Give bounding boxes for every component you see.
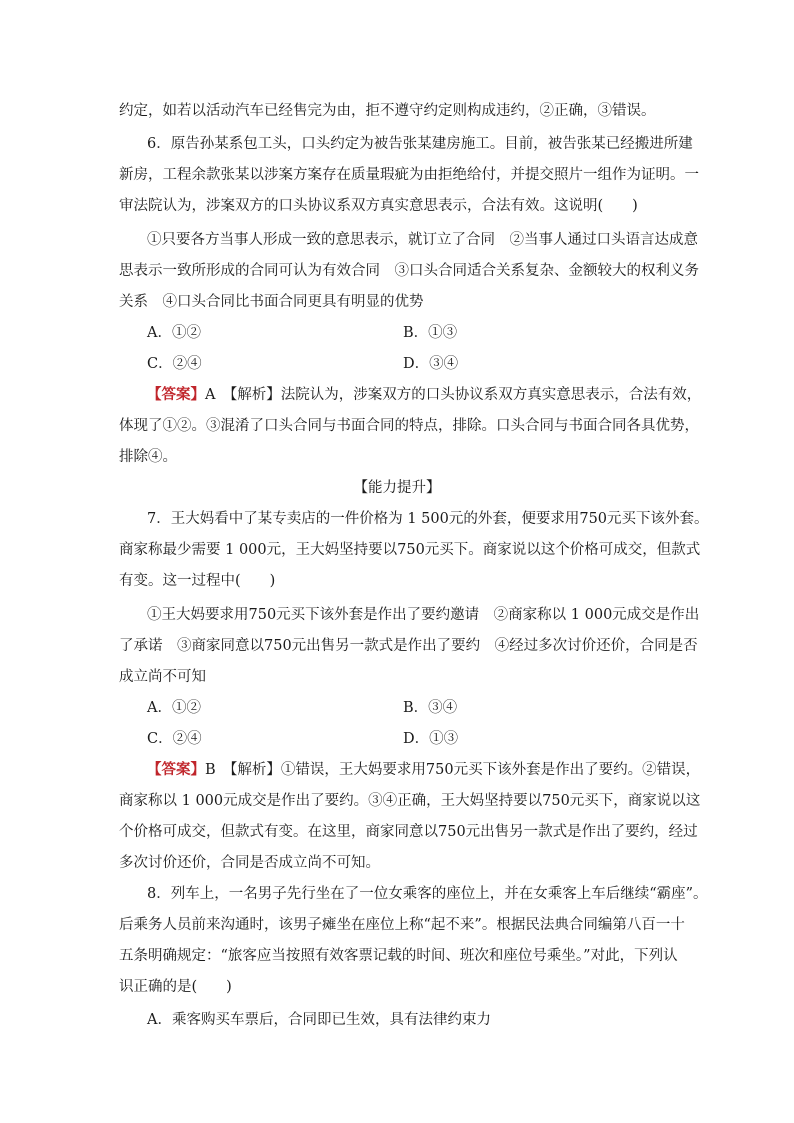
q6-answer-line xyxy=(147,385,707,405)
q7-option-b: B．③④ xyxy=(403,700,458,716)
text-line: 个价格可成交，但款式有变。在这里，商家同意以750元出售另一款式是作出了要约，经过 xyxy=(119,824,698,840)
q7-answer-line xyxy=(147,760,707,780)
text-line: 了承诺 ③商家同意以750元出售另一款式是作出了要约 ④经过多次讨价还价，合同是否 xyxy=(119,638,698,654)
text-line: 关系 ④口头合同比书面合同更具有明显的优势 xyxy=(119,294,424,310)
text-line: 新房，工程余款张某以涉案方案存在质量瑕疵为由拒绝给付，并提交照片一组作为证明。一 xyxy=(119,167,699,183)
q7-option-c: C．②④ xyxy=(147,731,202,747)
text-line: ①王大妈要求用750元买下该外套是作出了要约邀请 ②商家称以 1 000元成交是作出 xyxy=(147,607,700,623)
q7-option-d: D．①③ xyxy=(403,731,459,747)
question-6-stem: 6．原告孙某系包工头，口头约定为被告张某建房施工。目前，被告张某已经搬进所建 xyxy=(147,136,693,152)
text-line: 商家称最少需要 1 000元，王大妈坚持要以750元买下。商家说以这个价格可成交，但款式 xyxy=(119,542,701,558)
q8-option-a: A．乘客购买车票后，合同即已生效，具有法律约束力 xyxy=(147,1012,491,1028)
text-line: 后乘务人员前来沟通时，该男子瘫坐在座位上称“起不来”。根据民法典合同编第八百一十 xyxy=(119,917,685,933)
section-title: 【能力提升】 xyxy=(353,480,441,496)
q6-option-d: D．③④ xyxy=(403,356,459,372)
text-line: 多次讨价还价，合同是否成立尚不可知。 xyxy=(119,855,380,871)
answer-label: 【答案】 xyxy=(147,761,205,778)
text-line: 有变。这一过程中( ) xyxy=(119,573,276,589)
q7-option-a: A．①② xyxy=(147,700,201,716)
text-line: 排除④。 xyxy=(119,449,177,465)
q6-option-c: C．②④ xyxy=(147,356,202,372)
text-line: ①只要各方当事人形成一致的意思表示，就订立了合同 ②当事人通过口头语言达成意 xyxy=(147,232,698,248)
question-8-stem: 8．列车上，一名男子先行坐在了一位女乘客的座位上，并在女乘客上车后继续“霸座”。 xyxy=(147,886,708,902)
answer-text: A 【解析】法院认为，涉案双方的口头协议系双方真实意思表示，合法有效， xyxy=(205,387,702,403)
text-line: 成立尚不可知 xyxy=(119,669,206,685)
question-7-stem: 7．王大妈看中了某专卖店的一件价格为 1 500元的外套，便要求用750元买下该外套。 xyxy=(147,511,709,527)
text-line: 识正确的是( ) xyxy=(119,979,232,995)
text-line: 商家称以 1 000元成交是作出了要约。③④正确，王大妈坚持要以750元买下，商家说以这 xyxy=(119,793,701,809)
q6-option-a: A．①② xyxy=(147,325,201,341)
q6-option-b: B．①③ xyxy=(403,325,458,341)
text-line: 约定，如若以活动汽车已经售完为由，拒不遵守约定则构成违约，②正确，③错误。 xyxy=(119,103,656,119)
answer-label: 【答案】 xyxy=(147,386,205,403)
answer-text: B 【解析】①错误，王大妈要求用750元买下该外套是作出了要约。②错误， xyxy=(205,762,701,778)
text-line: 思表示一致所形成的合同可认为有效合同 ③口头合同适合关系复杂、金额较大的权利义务 xyxy=(119,263,699,279)
text-line: 五条明确规定：“旅客应当按照有效客票记载的时间、班次和座位号乘坐。”对此，下列认 xyxy=(119,948,678,964)
text-line: 体现了①②。③混淆了口头合同与书面合同的特点，排除。口头合同与书面合同各具优势， xyxy=(119,418,699,434)
text-line: 审法院认为，涉案双方的口头协议系双方真实意思表示，合法有效。这说明( ) xyxy=(119,198,638,214)
